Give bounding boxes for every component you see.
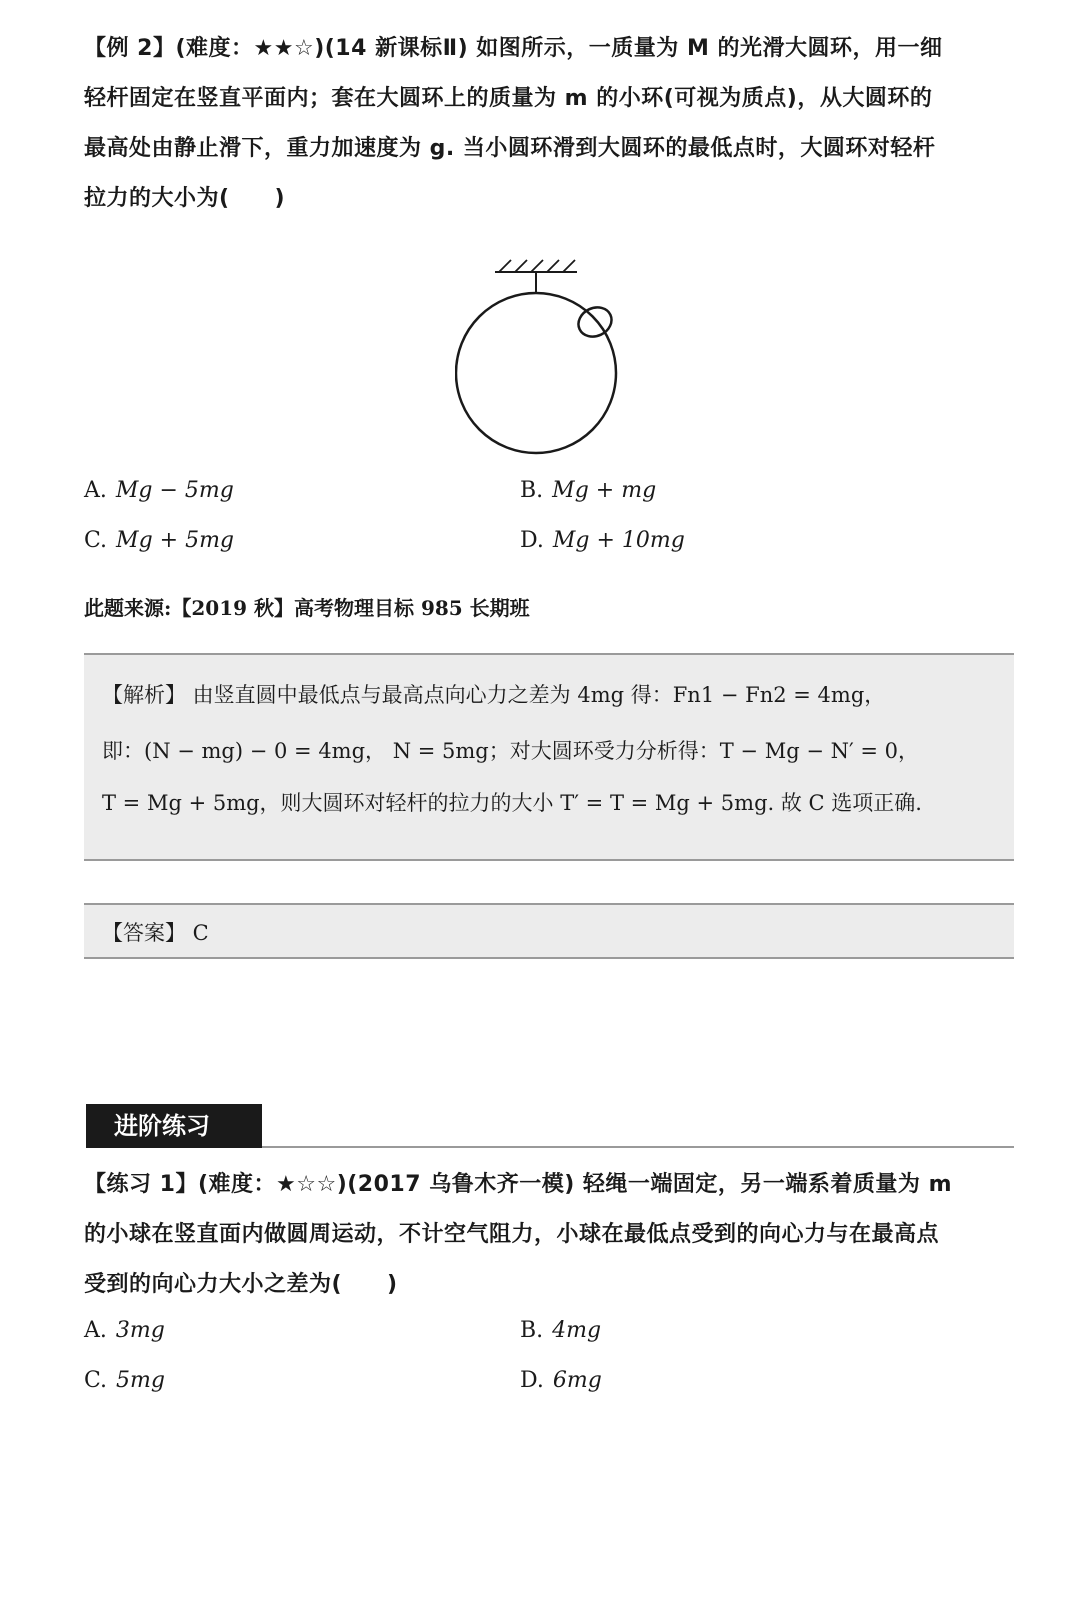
large-ring (456, 293, 616, 453)
option-expression: 4mg (552, 1318, 602, 1343)
option-a (84, 478, 234, 503)
exercise-option-c (84, 1368, 165, 1393)
question-line: 受到的向心力大小之差为( ) (84, 1272, 398, 1297)
analysis-box (84, 653, 1014, 861)
question-source: 此题来源:【2019 秋】高考物理目标 985 长期班 (84, 596, 530, 620)
option-label: B. (520, 478, 544, 503)
answer-box (84, 903, 1014, 959)
question-line: 【练习 1】(难度：★☆☆)(2017 乌鲁木齐一模) 轻绳一端固定，另一端系着质量为 m (84, 1172, 952, 1197)
option-label: A. (84, 1318, 107, 1343)
example-question (84, 24, 1004, 224)
option-label: C. (84, 1368, 108, 1393)
option-expression: Mg + mg (552, 478, 657, 503)
option-label: C. (84, 528, 108, 553)
option-b (520, 478, 656, 503)
analysis-line: 即：(N − mg) − 0 = 4mg， N = 5mg；对大圆环受力分析得：T − Mg − N′ = 0， (102, 739, 920, 763)
question-line: 拉力的大小为( ) (84, 186, 286, 211)
option-expression: 6mg (552, 1368, 602, 1393)
option-expression: Mg + 10mg (552, 528, 685, 553)
option-label: D. (520, 1368, 544, 1393)
option-label: B. (520, 1318, 544, 1343)
option-expression: Mg − 5mg (115, 478, 234, 503)
analysis-line: 【解析】 由竖直圆中最低点与最高点向心力之差为 4mg 得：Fn1 − Fn2 = 4mg， (102, 683, 886, 707)
option-label: A. (84, 478, 107, 503)
small-ring (574, 302, 617, 342)
question-line: 轻杆固定在竖直平面内；套在大圆环上的质量为 m 的小环(可视为质点)，从大圆环的 (84, 86, 933, 111)
ring-figure (455, 258, 625, 458)
option-expression: 3mg (115, 1318, 165, 1343)
option-expression: 5mg (116, 1368, 165, 1393)
ceiling-hatch (499, 260, 575, 272)
exercise-option-d (520, 1368, 602, 1393)
option-expression: Mg + 5mg (116, 528, 235, 553)
exercise-option-a (84, 1318, 165, 1343)
option-c (84, 528, 234, 553)
exercise-option-b (520, 1318, 601, 1343)
option-d (520, 528, 685, 553)
question-line: 的小球在竖直面内做圆周运动，不计空气阻力，小球在最低点受到的向心力与在最高点 (84, 1222, 940, 1247)
section-title: 进阶练习 (86, 1104, 262, 1148)
section-divider (262, 1146, 1014, 1148)
option-label: D. (520, 528, 544, 553)
exercise-question (84, 1160, 1004, 1310)
answer-text: 【答案】 C (102, 921, 209, 945)
question-line: 最高处由静止滑下，重力加速度为 g. 当小圆环滑到大圆环的最低点时，大圆环对轻杆 (84, 136, 936, 161)
analysis-line: T = Mg + 5mg，则大圆环对轻杆的拉力的大小 T′ = T = Mg + 5mg. 故 C 选项正确. (102, 791, 922, 815)
question-line: 【例 2】(难度：★★☆)(14 新课标Ⅱ) 如图所示，一质量为 M 的光滑大圆环，用一细 (84, 36, 943, 61)
